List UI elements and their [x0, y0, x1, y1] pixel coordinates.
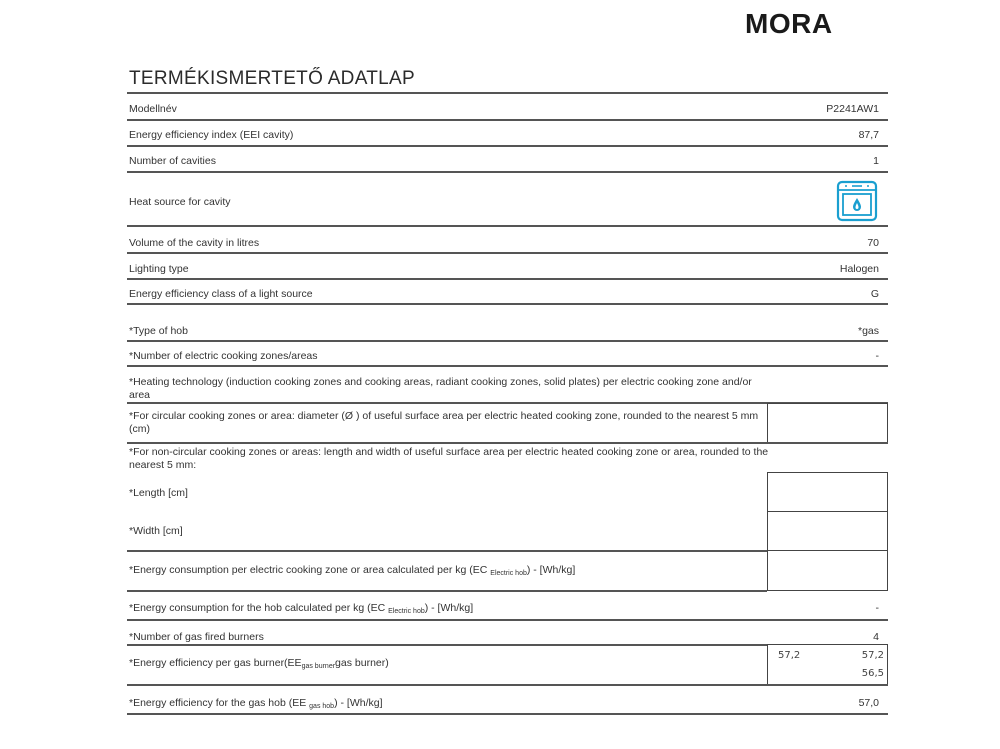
divider: [127, 171, 888, 173]
ec-zone-value-box: [767, 550, 888, 591]
gas-burners-value: 4: [873, 631, 879, 643]
heating-tech-label: *Heating technology (induction cooking zones and cooking areas, radiant cooking zones, solid plates) per electric cooking zone and/or area: [129, 376, 752, 401]
heat-source-label: Heat source for cavity: [129, 196, 231, 208]
divider: [127, 340, 888, 342]
cavities-value: 1: [873, 155, 879, 167]
ee-gas-hob-value: 57,0: [858, 697, 879, 709]
eei-label: Energy efficiency index (EEI cavity): [129, 129, 294, 141]
divider: [127, 225, 888, 227]
divider: [127, 713, 888, 715]
gas-oven-icon: [836, 180, 878, 222]
width-label: *Width [cm]: [129, 525, 183, 537]
page-title: TERMÉKISMERTETŐ ADATLAP: [129, 68, 415, 89]
divider: [127, 278, 888, 280]
hob-type-value: *gas: [857, 325, 879, 337]
length-value-box: [767, 472, 888, 513]
electric-zones-value: -: [875, 350, 879, 362]
divider: [127, 119, 888, 121]
burner-1-value: 57,2: [778, 650, 801, 661]
ee-gas-hob-label: *Energy efficiency for the gas hob (EE $_{gas hob}$) - [Wh/kg]: [129, 697, 383, 710]
divider: [127, 442, 888, 444]
eei-value: 87,7: [858, 129, 879, 141]
gas-burners-label: *Number of gas fired burners: [129, 631, 264, 643]
electric-zones-label: *Number of electric cooking zones/areas: [129, 350, 318, 362]
lighting-label: Lighting type: [129, 263, 189, 275]
ee-burner-label: *Energy efficiency per gas $burner(EE_{gas burner}gas$ burner): [129, 657, 389, 670]
divider: [127, 619, 888, 621]
light-class-value: G: [870, 288, 879, 300]
divider: [127, 303, 888, 305]
divider: [127, 92, 888, 94]
divider: [127, 145, 888, 147]
divider: [127, 590, 767, 592]
non-circular-label: *For non-circular cooking zones or areas: length and width of useful surface area per electric heated cooking zone or area, rounded to the nearest 5 mm:: [129, 446, 769, 471]
divider: [127, 684, 888, 686]
ee-burner-values-box: [767, 644, 888, 685]
ec-zone-label: *Energy consumption per electric cooking zone or area calculated per kg (EC $_{Electric hob}$) - [Wh/kg]: [129, 564, 576, 577]
circular-label: *For circular cooking zones or area: diameter (Ø ) of useful surface area per electric heated cooking zone, rounded to the nearest 5 mm (cm): [129, 410, 759, 435]
model-name-label: Modellnév: [129, 103, 177, 115]
burner-3-value: 56,5: [861, 668, 884, 679]
lighting-value: Halogen: [839, 263, 879, 275]
model-name-value: P2241AW1: [826, 103, 879, 115]
cavities-label: Number of cavities: [129, 155, 216, 167]
ec-hob-label: *Energy consumption for the hob calculated per kg (EC $_{Electric hob}$) - [Wh/kg]: [129, 602, 474, 615]
volume-value: 70: [867, 237, 879, 249]
mora-logo: [745, 8, 860, 38]
width-value-box: [767, 511, 888, 552]
volume-label: Volume of the cavity in litres: [129, 237, 260, 249]
hob-type-label: *Type of hob: [129, 325, 188, 337]
length-label: *Length [cm]: [129, 487, 188, 499]
divider: [127, 550, 767, 552]
ec-hob-value: -: [875, 602, 879, 614]
circular-value-box: [767, 403, 888, 443]
divider: [127, 365, 888, 367]
light-class-label: Energy efficiency class of a light source: [129, 288, 313, 300]
divider: [127, 252, 888, 254]
burner-2-value: 57,2: [861, 650, 884, 661]
svg-text:MORA: MORA: [745, 8, 833, 38]
